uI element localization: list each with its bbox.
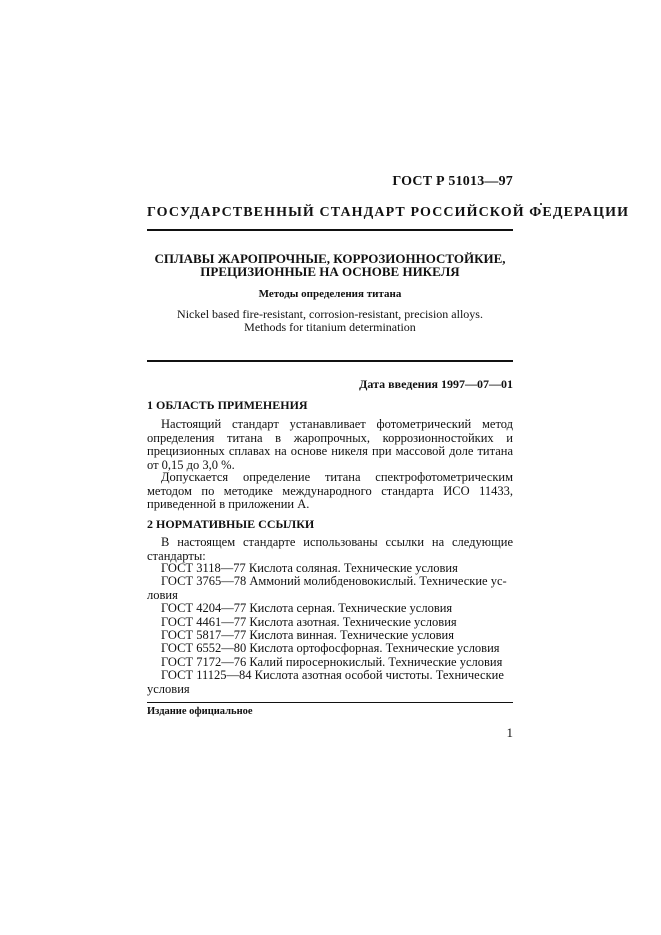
reference-item [147,616,513,629]
title-rule [147,360,513,362]
reference-text: Калий пиросернокислый. Технические условия [249,654,503,669]
reference-code: ГОСТ 3118—77 [161,561,246,575]
section-2-heading: 2 НОРМАТИВНЫЕ ССЫЛКИ [147,517,315,531]
section-2-paragraph-1-text: В настоящем стандарте использованы ссылки на следующие стандарты: [147,535,513,563]
english-title-line-2: Methods for titanium determination [244,320,416,334]
reference-code: ГОСТ 4461—77 [161,614,247,629]
reference-text: Аммоний молибденовокислый. Технические ус- [249,574,507,589]
reference-text: Кислота азотная особой чистоты. Технические [254,668,504,683]
reference-text: Кислота соляная. Технические условия [248,561,458,575]
document-subtitle: Методы определения титана [258,288,402,300]
reference-continuation: условия [147,681,190,696]
section-1-paragraph-2-text: Допускается определение титана спектрофотометрическим методом по методике международного стандарта ИСО 11433, приведенной в приложении А. [147,470,513,512]
english-title [147,308,513,334]
state-standard-heading: ГОСУДАРСТВЕННЫЙ СТАНДАРТ РОССИЙСКОЙ ФЕДЕРАЦИИ [147,205,630,220]
reference-code: ГОСТ 11125—84 [161,668,252,683]
reference-code: ГОСТ 6552—80 [161,641,247,656]
section-1-paragraph-1 [147,418,513,472]
section-1-paragraph-1-text: Настоящий стандарт устанавливает фотометрический метод определения титана в жаропрочных, коррозионностойких и прецизионных сплавах на основе никеля при массовой доле титана от 0,15 до 3,0 %. [147,417,513,472]
reference-continuation: ловия [147,587,178,602]
reference-item [147,642,513,655]
reference-item [147,602,513,615]
section-1-paragraph-2 [147,471,513,512]
reference-item [147,656,513,669]
document-title [147,252,513,278]
gost-code: ГОСТ Р 51013—97 [392,174,513,189]
reference-text: Кислота азотная. Технические условия [249,614,457,629]
edition-label: Издание официальное [147,706,253,717]
page-number: 1 [506,725,513,740]
reference-list [147,562,513,696]
title-line-2: ПРЕЦИЗИОННЫЕ НА ОСНОВЕ НИКЕЛЯ [200,264,460,279]
introduction-date: Дата введения 1997—07—01 [359,377,513,391]
reference-code: ГОСТ 7172—76 [161,654,247,669]
reference-text: Кислота винная. Технические условия [249,628,454,643]
reference-item [147,629,513,642]
english-title-line-1: Nickel based fire-resistant, corrosion-resistant, precision alloys. [177,307,483,321]
footer-rule [147,702,513,703]
title-line-1: СПЛАВЫ ЖАРОПРОЧНЫЕ, КОРРОЗИОННОСТОЙКИЕ, [154,251,506,266]
section-1-heading: 1 ОБЛАСТЬ ПРИМЕНЕНИЯ [147,398,308,412]
reference-code: ГОСТ 3765—78 [161,574,247,589]
header-rule [147,229,513,231]
reference-text: Кислота серная. Технические условия [249,601,453,616]
reference-item [147,562,513,575]
reference-item [147,575,513,588]
reference-code: ГОСТ 4204—77 [161,601,247,616]
section-2-paragraph-1 [147,536,513,563]
reference-code: ГОСТ 5817—77 [161,628,247,643]
reference-text: Кислота ортофосфорная. Технические условия [249,641,500,656]
reference-item [147,669,513,682]
